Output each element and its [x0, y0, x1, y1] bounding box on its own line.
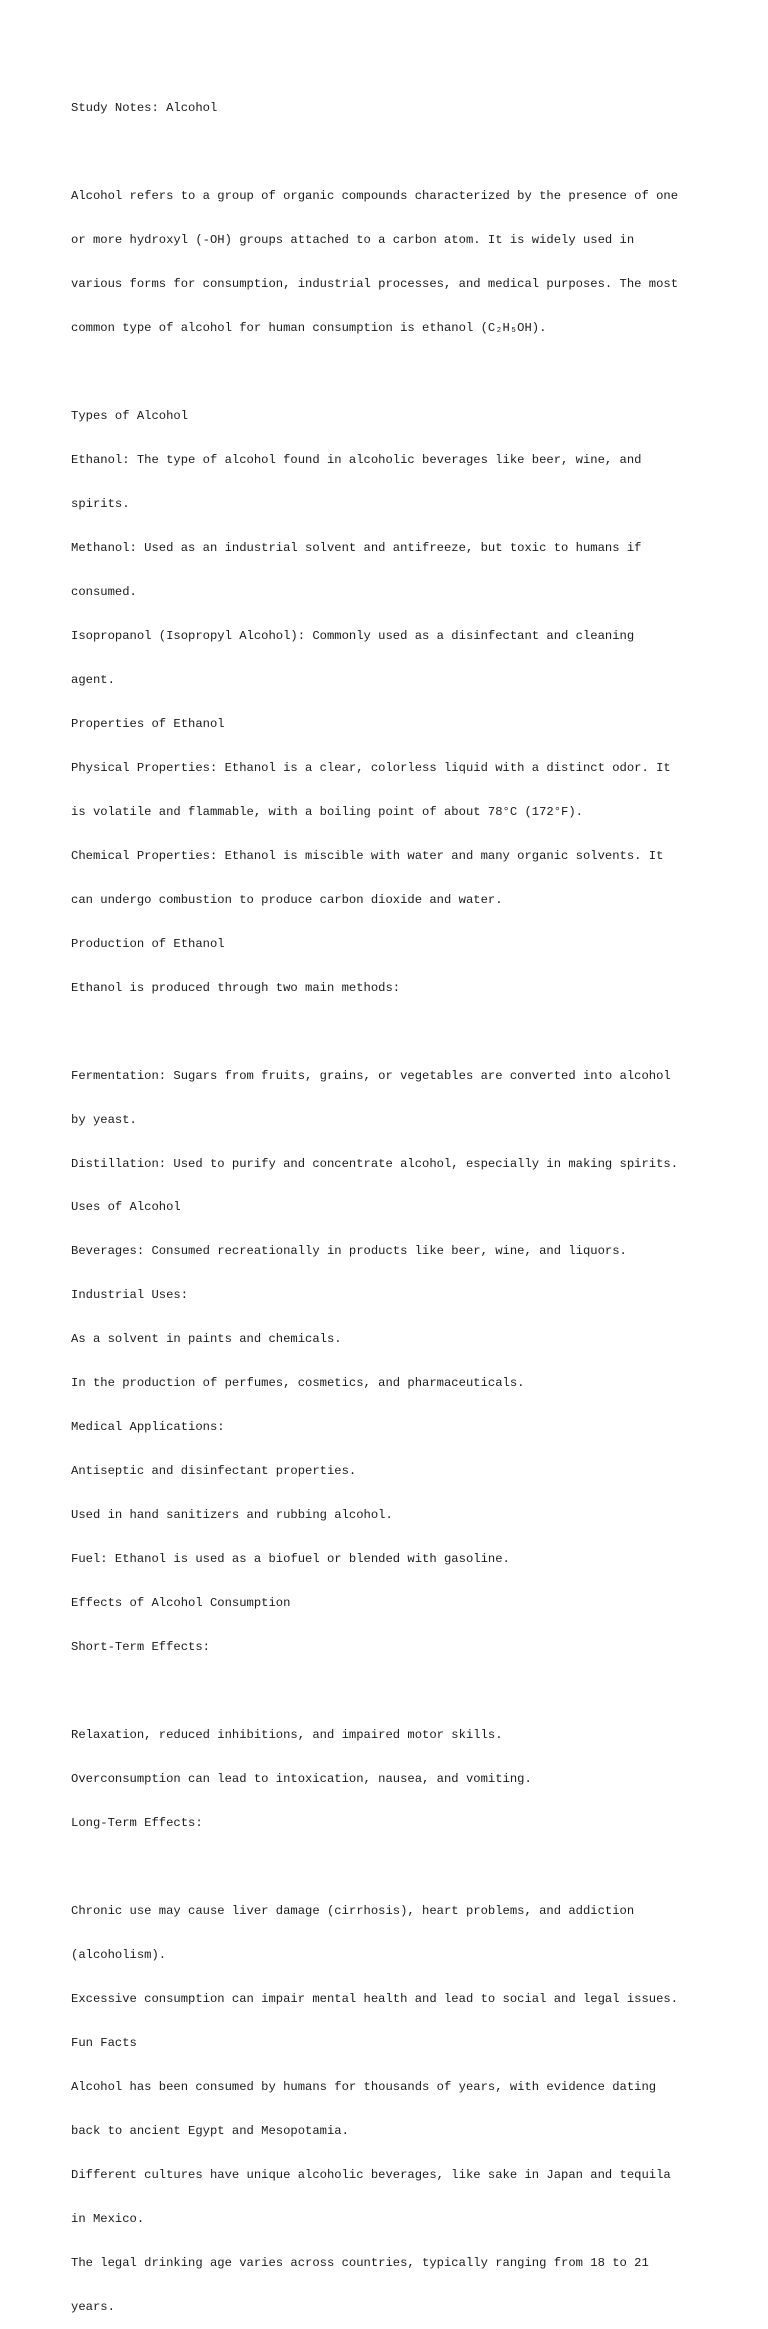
text-line: Used in hand sanitizers and rubbing alcohol. [71, 1508, 393, 1523]
text-line: Methanol: Used as an industrial solvent and antifreeze, but toxic to humans if [71, 540, 642, 555]
text-line: Physical Properties: Ethanol is a clear, colorless liquid with a distinct odor. It [71, 760, 671, 775]
intro-paragraph-line: various forms for consumption, industrial processes, and medical purposes. The most [71, 277, 679, 292]
text-line: is volatile and flammable, with a boiling point of about 78°C (172°F). [71, 804, 583, 819]
text-line: can undergo combustion to produce carbon dioxide and water. [71, 892, 503, 907]
text-line: Excessive consumption can impair mental health and lead to social and legal issues. [71, 1991, 679, 2006]
text-line: Ethanol: The type of alcohol found in alcoholic beverages like beer, wine, and [71, 453, 642, 468]
text-line: Beverages: Consumed recreationally in products like beer, wine, and liquors. [71, 1244, 627, 1259]
text-line: agent. [71, 672, 115, 687]
text-line: Ethanol is produced through two main methods: [71, 980, 401, 995]
text-line: Fuel: Ethanol is used as a biofuel or blended with gasoline. [71, 1552, 510, 1567]
text-line: consumed. [71, 584, 137, 599]
text-line: Distillation: Used to purify and concentrate alcohol, especially in making spirits. [71, 1156, 679, 1171]
section-heading-properties: Properties of Ethanol [71, 716, 225, 731]
text-line: Alcohol has been consumed by humans for thousands of years, with evidence dating [71, 2079, 657, 2094]
intro-paragraph-line: Alcohol refers to a group of organic compounds characterized by the presence of one [71, 189, 679, 204]
blank-line [71, 1860, 711, 1875]
section-heading-types: Types of Alcohol [71, 409, 189, 424]
text-line: The legal drinking age varies across countries, typically ranging from 18 to 21 [71, 2255, 649, 2270]
section-heading-production: Production of Ethanol [71, 936, 225, 951]
text-line: back to ancient Egypt and Mesopotamia. [71, 2123, 349, 2138]
text-line: Isopropanol (Isopropyl Alcohol): Commonly used as a disinfectant and cleaning [71, 628, 635, 643]
text-line: In the production of perfumes, cosmetics, and pharmaceuticals. [71, 1376, 525, 1391]
section-heading-fun-facts: Fun Facts [71, 2035, 137, 2050]
text-line: Overconsumption can lead to intoxication, nausea, and vomiting. [71, 1772, 532, 1787]
text-line: spirits. [71, 497, 130, 511]
blank-line [71, 1684, 711, 1699]
blank-line [71, 1025, 711, 1040]
blank-line [71, 145, 711, 160]
document-title: Study Notes: Alcohol [71, 101, 218, 116]
text-line: As a solvent in paints and chemicals. [71, 1332, 342, 1347]
text-line: Chronic use may cause liver damage (cirrhosis), heart problems, and addiction [71, 1903, 635, 1918]
text-line: Short-Term Effects: [71, 1640, 210, 1655]
text-line: in Mexico. [71, 2211, 145, 2226]
text-line: Industrial Uses: [71, 1288, 189, 1303]
text-line: Long-Term Effects: [71, 1816, 203, 1831]
intro-paragraph-line: common type of alcohol for human consumption is ethanol (C₂H₅OH). [71, 321, 547, 336]
text-line: Chemical Properties: Ethanol is miscible with water and many organic solvents. It [71, 848, 664, 863]
text-line: Relaxation, reduced inhibitions, and impaired motor skills. [71, 1728, 503, 1743]
text-line: Different cultures have unique alcoholic beverages, like sake in Japan and tequila [71, 2167, 671, 2182]
section-heading-uses: Uses of Alcohol [71, 1200, 181, 1215]
text-line: by yeast. [71, 1112, 137, 1127]
text-line: (alcoholism). [71, 1947, 167, 1962]
document-body [71, 72, 711, 2329]
text-line: Antiseptic and disinfectant properties. [71, 1464, 357, 1479]
section-heading-effects: Effects of Alcohol Consumption [71, 1596, 291, 1611]
intro-paragraph-line: or more hydroxyl (-OH) groups attached to a carbon atom. It is widely used in [71, 233, 635, 248]
text-line: years. [71, 2299, 115, 2314]
blank-line [71, 365, 711, 380]
text-line: Fermentation: Sugars from fruits, grains, or vegetables are converted into alcohol [71, 1068, 671, 1083]
text-line: Medical Applications: [71, 1420, 225, 1435]
